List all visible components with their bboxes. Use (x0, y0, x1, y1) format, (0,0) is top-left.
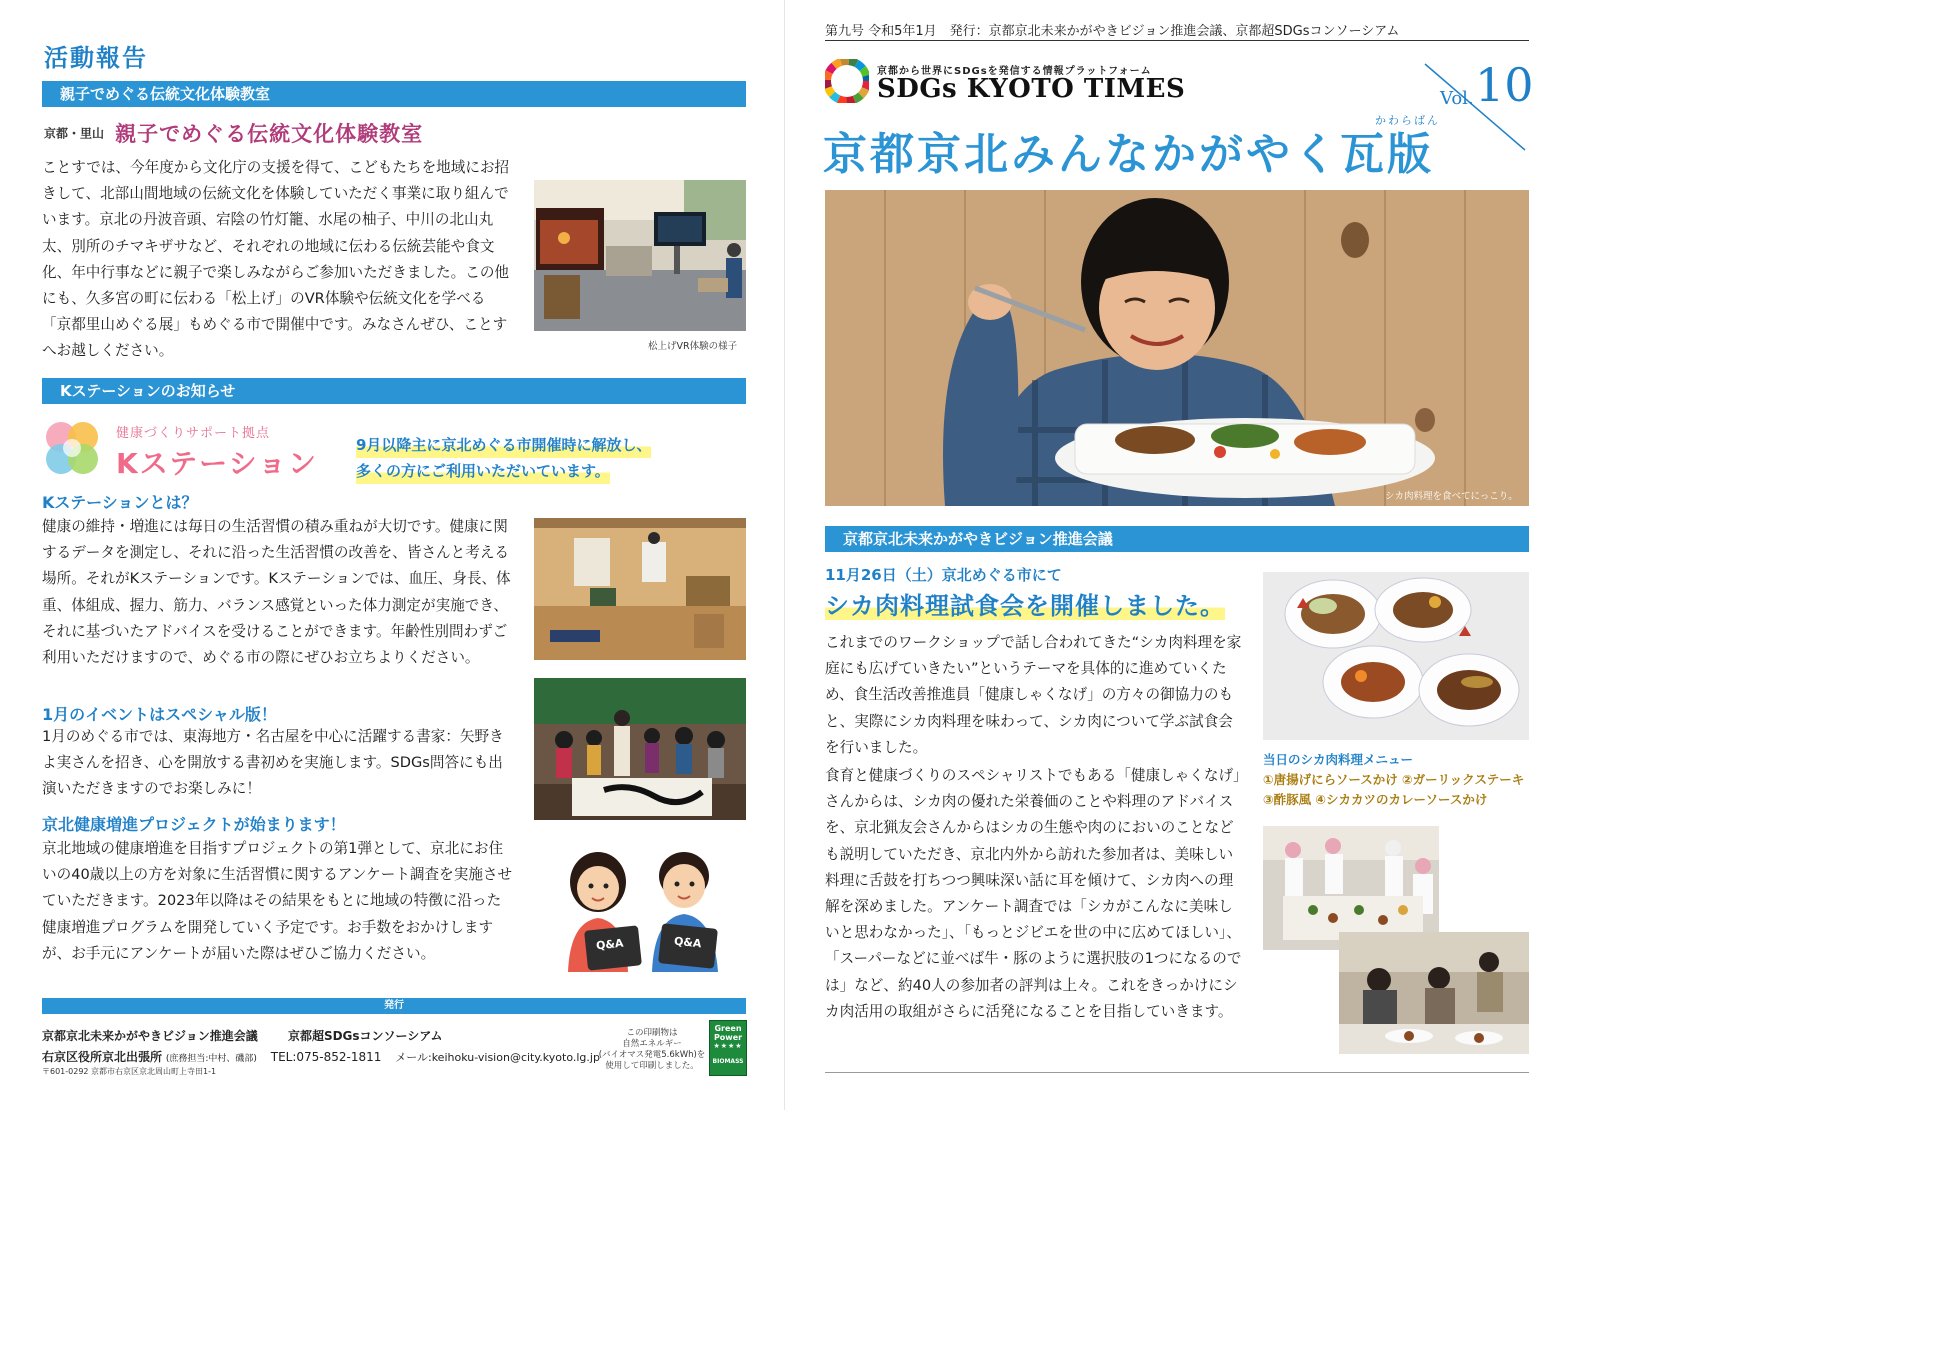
culture-paragraph: ことすでは、今年度から文化庁の支援を得て、こどもたちを地域にお招きして、北部山間地域の伝統文化を体験していただく事業に取り組んでいます。京北の丹波音頭、宕陰の竹灯籠、水尾の柚子、中川の北山丸太、別所のチマキザサなど、それぞれの地域に伝わる伝統芸能や食文化、年中行事などに親子で楽しみながらご参加いただきました。この他にも、久多宮の町に伝わる「松上げ」のVR体験や伝統文化を学べる「京都里山めぐる展」もめぐる市で開催中です。みなさんぜひ、ことすへお越しください。 (42, 159, 510, 360)
footer-address: 〒601-0292 京都市右京区京北周山町上寺田1-1 (42, 1067, 217, 1076)
menu-line-1: ①唐揚げにらソースかけ ②ガーリックステーキ (1263, 772, 1525, 787)
january-event-subheading: 1月のイベントはスペシャル版！ (42, 705, 277, 724)
event-date-line: 11月26日（土）京北めぐる市にて (825, 566, 1062, 584)
kstation-notice-line-1: 9月以降主に京北めぐる市開催時に解放し、 (356, 432, 651, 458)
footer-org-1: 京都京北未来かがやきビジョン推進会議 (42, 1029, 258, 1043)
volume-number: 10 (1475, 58, 1534, 112)
right-page (784, 0, 1568, 1110)
biomass-label: BIOMASS (712, 1058, 744, 1065)
green-power-badge (709, 1020, 747, 1076)
event-headline (825, 586, 1225, 621)
hero-photo (825, 190, 1529, 506)
menu-box (1263, 750, 1533, 810)
section-heading: 活動報告 (44, 44, 148, 72)
january-event-paragraph: 1月のめぐる市では、東海地方・名古屋を中心に活躍する書家：矢野きよ実さんを招き、心を開放する書初めを実施します。SDGs問答にも出演いただきますのでお楽しみに！ (42, 728, 504, 798)
issue-line-rule (825, 40, 1529, 41)
culture-logo-title: 親子でめぐる伝統文化体験教室 (115, 122, 424, 146)
section-bar-kstation: Kステーションのお知らせ (42, 378, 746, 404)
footer-org-2: 京都超SDGsコンソーシアム (287, 1029, 443, 1043)
vr-experience-photo (534, 180, 746, 331)
health-project-paragraph: 京北地域の健康増進を目指すプロジェクトの第1弾として、京北にお住いの40歳以上の方を対象に生活習慣に関するアンケート調査を実施させていただきます。2023年以降はその結果をもとに地域の特徴に沿った健康増進プログラムを開発していく予定です。お手数をおかけしますが、お手元にアンケートが届いた際はぜひご協力ください。 (42, 840, 513, 962)
kstation-logo-mark (42, 418, 102, 478)
health-project-subheading: 京北健康増進プロジェクトが始まります！ (42, 815, 346, 834)
eco-note (598, 1028, 706, 1072)
footer-orgs (42, 1027, 442, 1044)
green-power-line-1: Green (714, 1024, 742, 1033)
volume-slash (1421, 62, 1531, 152)
venison-dishes-photo (1263, 572, 1529, 740)
calligraphy-event-photo (534, 678, 746, 820)
kstation-paragraph: 健康の維持・増進には毎日の生活習慣の積み重ねが大切です。健康に関するデータを測定し、それに沿った生活習慣の改善を、皆さんと考える場所。それがKステーションです。Kステーションでは、血圧、身長、体重、体組成、握力、筋力、バランス感覚といった体力測定が実施でき、それに基づいたアドバイスを受けることができます。年齢性別問わずご利用いただけますので、めぐる市の際にぜひお立ちよりください。 (42, 518, 511, 667)
footer-tel: TEL:075-852-1811 (270, 1050, 382, 1064)
ruby-reading: かわらばん (1375, 114, 1440, 127)
event-paragraph-1: これまでのワークショップで話し合われてきた“シカ肉料理を家庭にも広げていきたい”というテーマを具体的に進めていくため、食生活改善推進員「健康しゃくなげ」の方々の御協力のもと、実際にシカ肉料理を味わって、シカ肉について学ぶ試食会を行いました。 (825, 634, 1242, 756)
volume-label: Vol. (1440, 88, 1474, 109)
kstation-name: Kステーション (116, 447, 319, 480)
section-bar-vision: 京都京北未来かがやきビジョン推進会議 (825, 526, 1529, 552)
event-paragraph-2: 食育と健康づくりのスペシャリストでもある「健康しゃくなげ」さんからは、シカ肉の優れた栄養価のことや料理のアドバイスを、京北猟友会さんからはシカの生態や肉のにおいのことなども説明していただき、京北内外から訪れた参加者は、美味しい料理に舌鼓を打ちつつ興味深い話に耳を傾けて、シカ肉への理解を深めました。アンケート調査では「シカがこんなに美味しいと思わなかった」、「もっとジビエを世の中に広めてほしい」、「スーパーなどに並べば牛・豚のように選択肢の1つになるのでは」など、約40人の参加者の評判は上々。これをきっかけにシカ肉活用の取組がさらに活発になることを目指していきます。 (825, 767, 1242, 1020)
eco-note-line-4: 使用して印刷しました。 (605, 1061, 699, 1071)
hero-caption: シカ肉料理を食べてにっこり。 (1385, 491, 1518, 502)
qa-illustration (556, 842, 736, 974)
kstation-logo (42, 416, 332, 480)
event-headline-text: シカ肉料理試食会を開催しました。 (825, 592, 1225, 620)
qa-label-1: Q&A (595, 936, 625, 953)
tasting-session-photo (1339, 932, 1529, 1054)
footer-office: 右京区役所京北出張所 (42, 1050, 163, 1064)
menu-title: 当日のシカ肉料理メニュー (1263, 752, 1414, 767)
culture-logo (44, 118, 423, 152)
footer-mail[interactable]: メール:keihoku-vision@city.kyoto.lg.jp (395, 1051, 600, 1064)
vr-photo-caption: 松上げVR体験の様子 (648, 341, 738, 352)
eco-note-line-2: 自然エネルギー (622, 1039, 682, 1049)
eco-note-line-3: (バイオマス発電5.6kWh)を (598, 1050, 706, 1060)
section-bar-culture: 親子でめぐる伝統文化体験教室 (42, 81, 746, 107)
kstation-subheading: Kステーションとは？ (42, 493, 198, 512)
menu-line-2: ③酢豚風 ④シカカツのカレーソースかけ (1263, 792, 1488, 807)
footer-contact (42, 1048, 600, 1065)
footer-bar: 発行 (42, 998, 746, 1014)
culture-logo-prefix: 京都・里山 (44, 126, 105, 141)
left-page (0, 0, 784, 1110)
green-power-stars: ★★★★ (713, 1042, 743, 1050)
sdgs-wheel-icon (825, 59, 869, 103)
green-power-line-2: Power (713, 1033, 743, 1042)
brand-name: SDGs KYOTO TIMES (877, 74, 1186, 104)
main-title: 京都京北みんなかがやく瓦版 (823, 129, 1434, 180)
footer-office-note: (庶務担当:中村、磯部) (165, 1054, 257, 1064)
kstation-small-label: 健康づくりサポート拠点 (116, 426, 271, 441)
eco-note-line-1: この印刷物は (626, 1028, 678, 1038)
kstation-notice-line-2: 多くの方にご利用いただいています。 (356, 458, 610, 484)
issue-line: 第九号 令和5年1月 発行：京都京北未来かがやきビジョン推進会議、京都超SDGsコンソーシアム (825, 24, 1400, 39)
bottom-rule (825, 1072, 1529, 1073)
qa-label-2: Q&A (673, 934, 703, 951)
tagline: 京都から世界にSDGsを発信する情報プラットフォーム (877, 66, 1152, 77)
kstation-room-photo (534, 518, 746, 660)
kstation-notice (356, 432, 651, 484)
